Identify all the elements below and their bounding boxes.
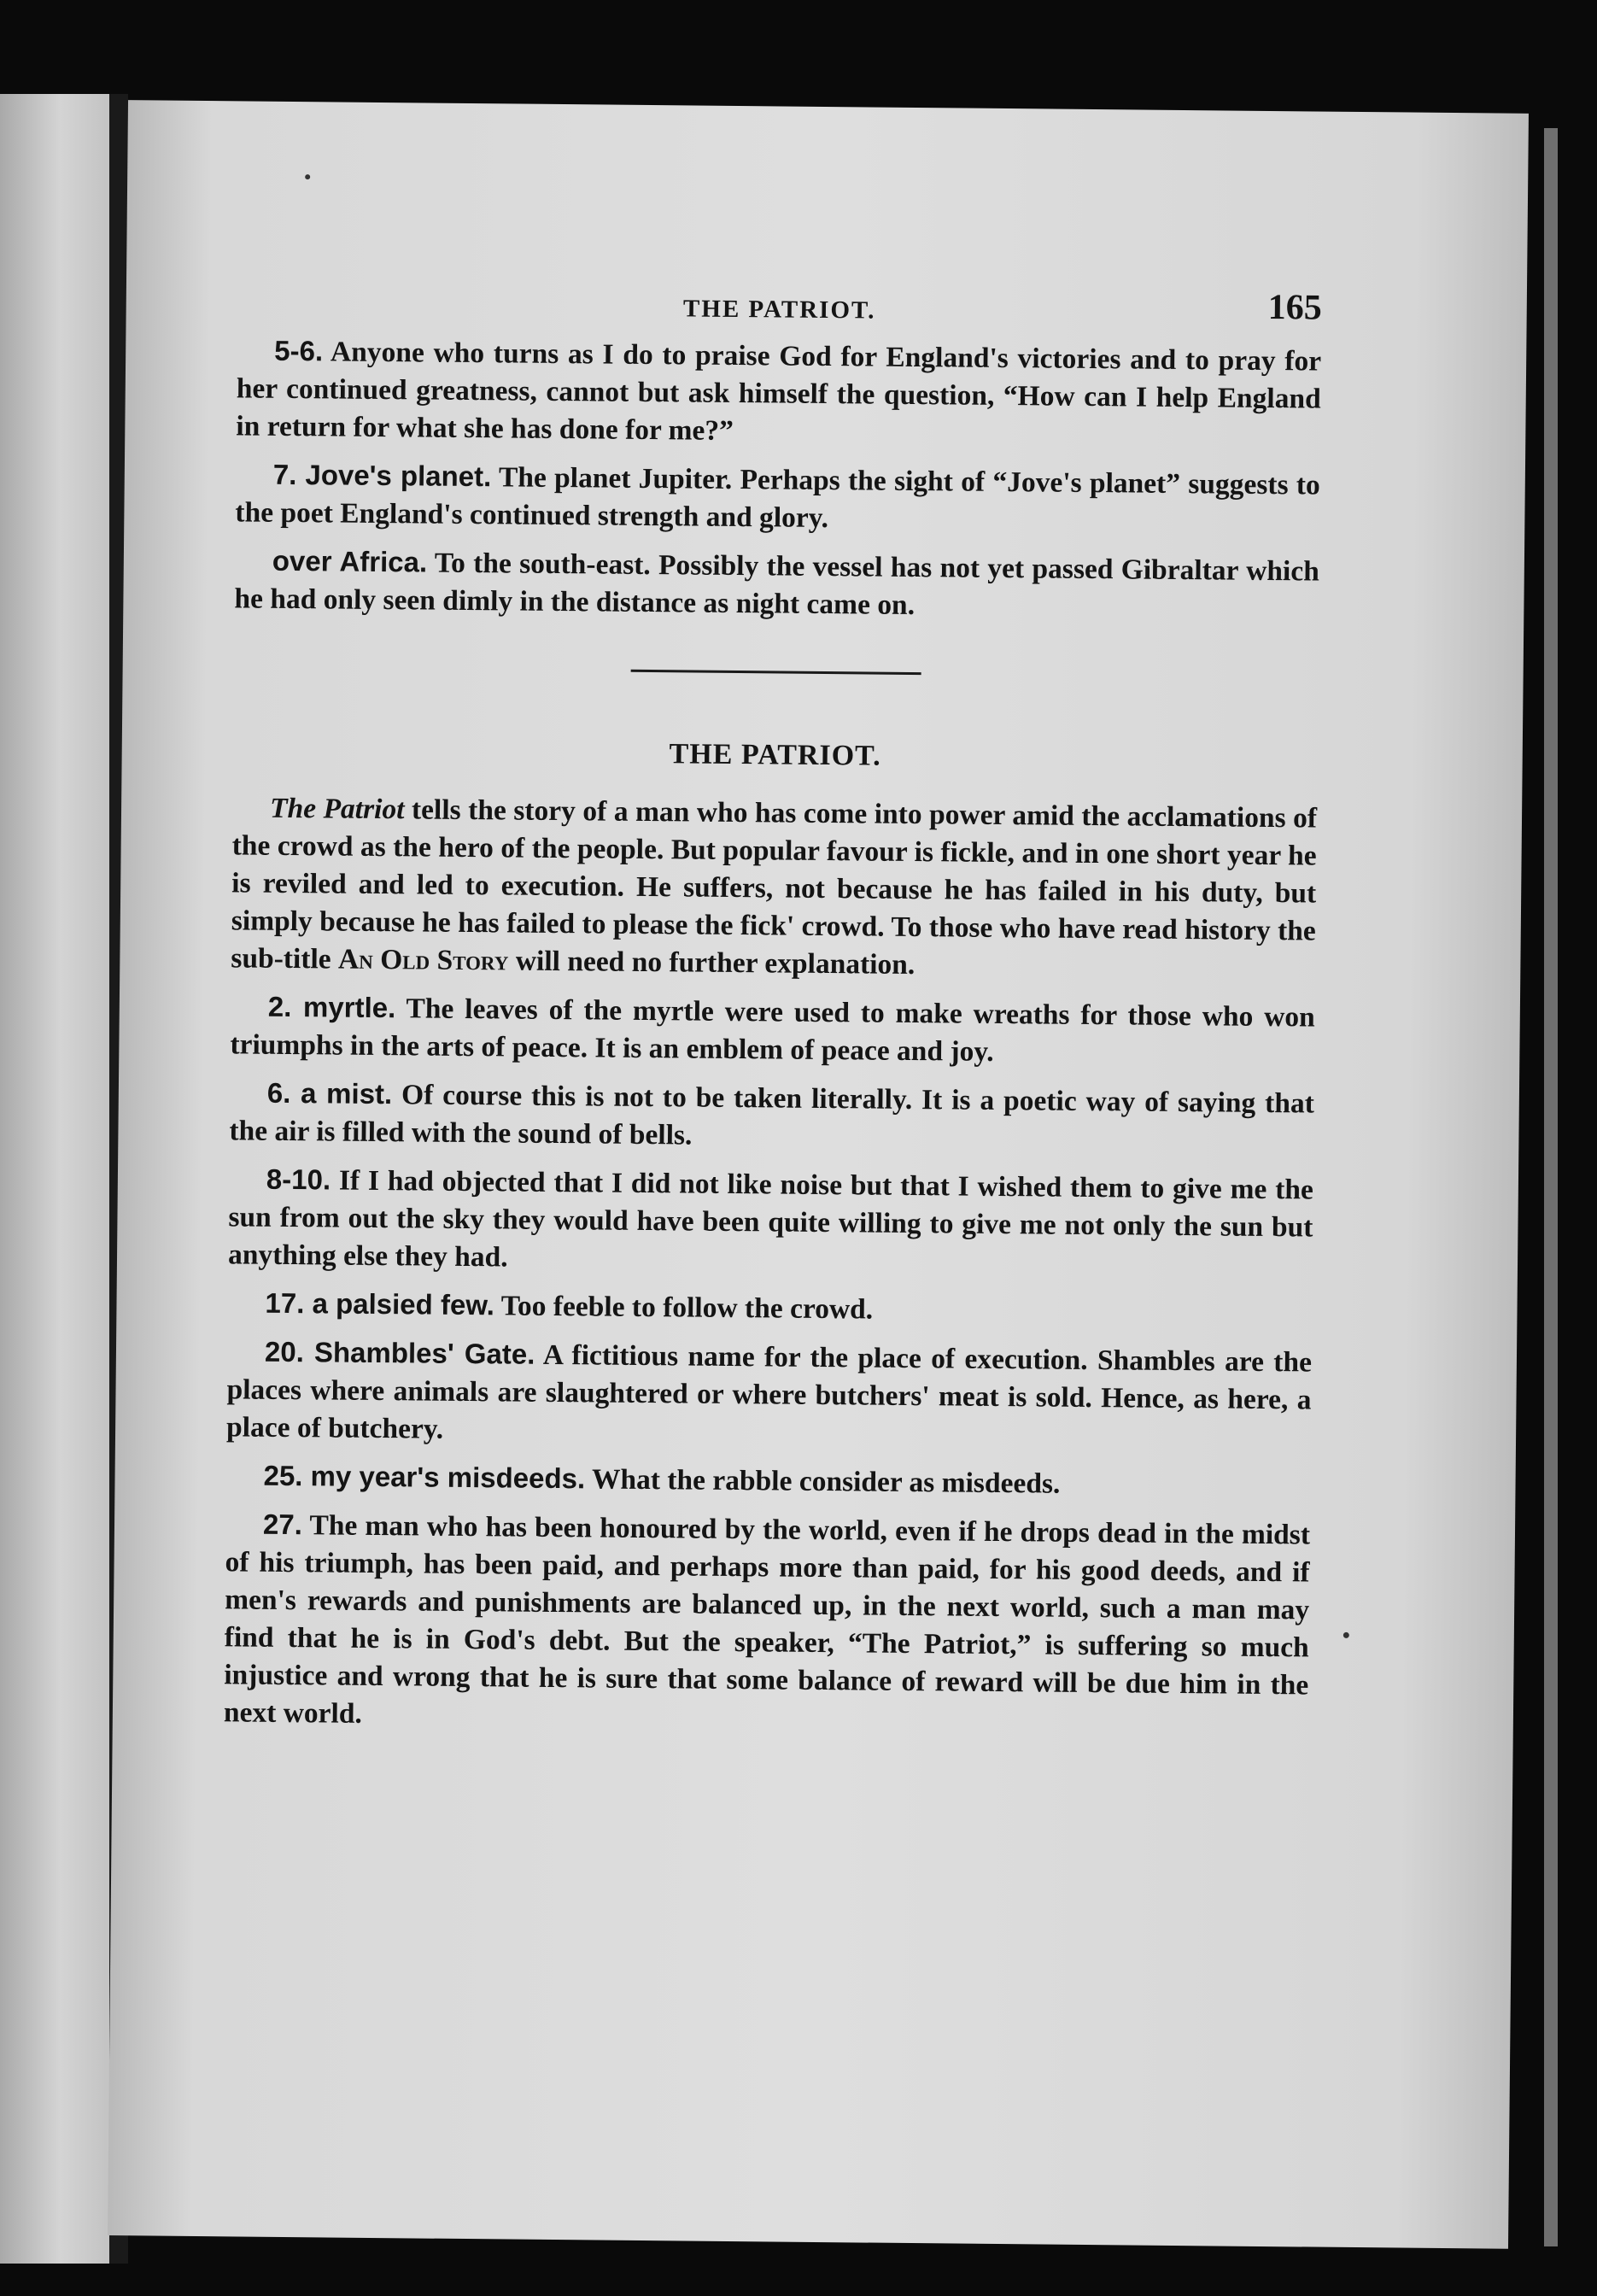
note-27	[224, 1505, 1310, 1742]
note-20	[226, 1332, 1312, 1456]
note-text: If I had objected that I did not like noise but that I wished them to give me the sun from out the sky they would have been quite willing to give me not only the sun but anything else they had.	[227, 1164, 1314, 1274]
intro-text-2: will need no further explanation.	[515, 945, 915, 981]
intro-paragraph	[231, 789, 1317, 987]
page-content	[224, 280, 1322, 1752]
note-text: Anyone who turns as I do to praise God for England's victories and to pray for her continued greatness, cannot but ask himself the question, “How can I help England in return for what she has done for me?”	[236, 336, 1322, 447]
note-7	[235, 455, 1320, 542]
note-lemma: 25. my year's misdeeds.	[263, 1459, 586, 1495]
note-text: The planet Jupiter. Perhaps the sight of “Jove's planet” suggests to the poet England's continued strength and glory.	[235, 461, 1320, 535]
paper-speck	[1343, 1632, 1349, 1638]
note-lemma: 7. Jove's planet.	[272, 458, 492, 493]
note-25	[225, 1456, 1310, 1505]
note-8-10	[228, 1160, 1313, 1284]
section-divider	[631, 670, 921, 675]
page-right-edge	[1544, 128, 1558, 2246]
note-lemma: 2. myrtle.	[267, 990, 396, 1024]
note-lemma: over Africa.	[272, 544, 428, 578]
page-number: 165	[1267, 287, 1322, 328]
note-lemma: 8-10.	[266, 1163, 331, 1196]
note-text: The man who has been honoured by the world, even if he drops dead in the midst of his triumph, has been paid, and perhaps more than paid, for his good deeds, and if men's rewards and punishments are balanced up, in the next world, such a man may find that he is in God's debt. But the speaker, “The Patriot,” is suffering so much injustice and wrong that he is sure that some balance of reward will be due him in the next world.	[223, 1509, 1311, 1730]
running-head	[237, 280, 1322, 342]
note-lemma: 6. a mist.	[266, 1076, 393, 1110]
note-text: Too feeble to follow the crowd.	[500, 1290, 874, 1326]
paper-speck	[305, 174, 310, 179]
note-text: Of course this is not to be taken literally. It is a poetic way of saying that the air is filled with the sound of bells.	[229, 1079, 1315, 1151]
note-over-africa	[234, 542, 1319, 628]
note-2	[230, 987, 1315, 1074]
intro-text-1: tells the story of a man who has come into power amid the acclamations of the crowd as the hero of the people. But popular favour is fickle, and in one short year he is reviled and led to execution. He suffers, not because he has failed in his duty, but simply because he has failed to please the fick' crowd. To those who have read history the sub-title	[231, 794, 1318, 975]
note-text: What the rabble consider as misdeeds.	[591, 1463, 1061, 1500]
note-5-6	[236, 331, 1321, 455]
section-title: THE PATRIOT.	[669, 738, 881, 772]
intro-subtitle: An Old Story	[337, 943, 509, 977]
note-6	[229, 1074, 1314, 1160]
book-page	[108, 100, 1529, 2249]
note-text: To the south-east. Possibly the vessel has not yet passed Gibraltar which he had only seen dimly in the distance as night came on.	[234, 547, 1319, 621]
note-lemma: 17. a palsied few.	[265, 1286, 495, 1321]
note-lemma: 5-6.	[274, 334, 324, 367]
note-text: The leaves of the myrtle were used to make wreaths for those who won triumphs in the arts of peace. It is an emblem of peace and joy.	[230, 993, 1315, 1068]
running-head-title: THE PATRIOT.	[682, 295, 876, 325]
note-lemma: 27.	[262, 1508, 303, 1541]
note-17	[227, 1284, 1312, 1332]
intro-italic-title: The Patriot	[269, 792, 405, 826]
facing-page-edge	[0, 94, 109, 2264]
note-text: A fictitious name for the place of execution. Shambles are the places where animals are slaughtered or where butchers' meat is sold. Hence, as here, a place of butchery.	[225, 1338, 1313, 1445]
note-lemma: 20. Shambles' Gate.	[264, 1335, 535, 1370]
